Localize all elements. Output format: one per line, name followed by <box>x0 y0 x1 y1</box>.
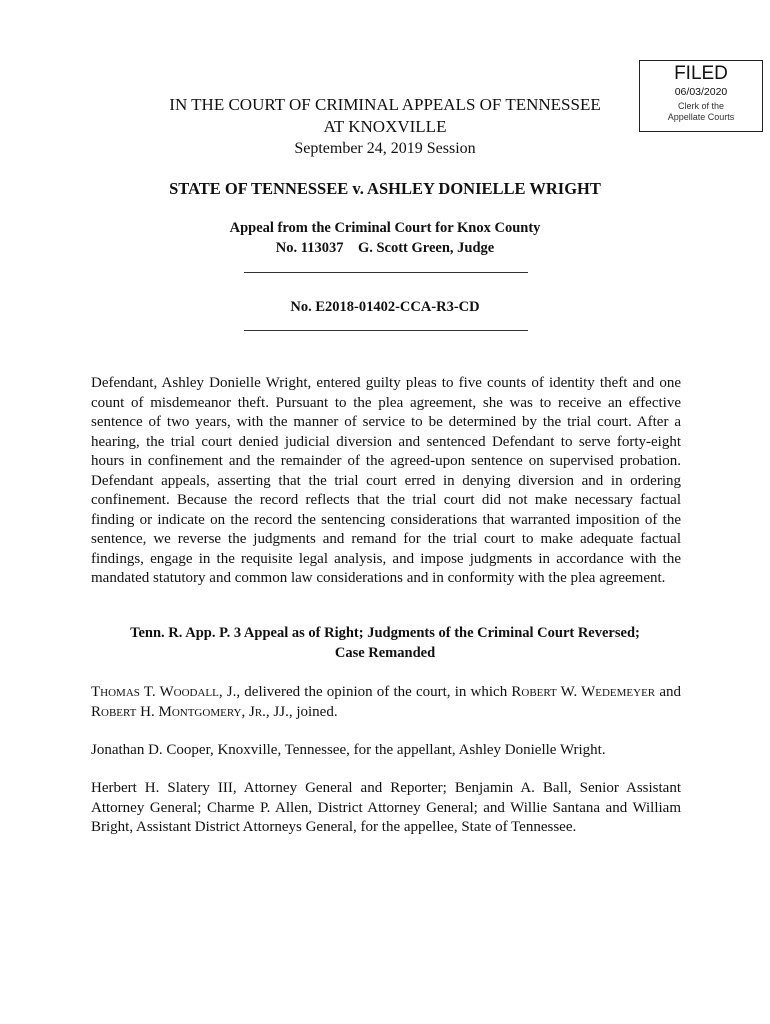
court-name: IN THE COURT OF CRIMINAL APPEALS OF TENNESSEE <box>169 95 601 114</box>
appeal-info <box>80 218 690 258</box>
opinion-authorship <box>91 683 681 722</box>
case-summary: Defendant, Ashley Donielle Wright, entered guilty pleas to five counts of identity theft and one count of misdemeanor theft. Pursuant to the plea agreement, she was to receive an effective sentence of two years, with the manner of service to be determined by the trial court. After a hearing, the trial court denied judicial diversion and sentenced Defendant to serve forty-eight hours in confinement and the remainder of the agreed-upon sentence on supervised probation. Defendant appeals, asserting that the trial court erred in denying diversion and in ordering confinement. Because the record reflects that the trial court did not make necessary factual finding or indicate on the record the sentencing considerations that warranted imposition of the sentence, we reverse the judgments and remand for the trial court to make adequate factual findings, engage in the requisite legal analysis, and impose judgments in accordance with the mandated statutory and common law considerations and in conformity with the plea agreement. <box>91 375 681 586</box>
author-suffix: , J., delivered the opinion of the court, in which <box>218 684 512 700</box>
holding <box>80 623 690 663</box>
case-title: STATE OF TENNESSEE v. ASHLEY DONIELLE WRIGHT <box>169 179 601 198</box>
session-date: September 24, 2019 Session <box>294 140 476 157</box>
counsel-appellee: Herbert H. Slatery III, Attorney General and Reporter; Benjamin A. Ball, Senior Assistant Attorney General; Charme P. Allen, District Attorney General; and Willie Santana and William Bright, Assistant District Attorneys General, for the appellee, State of Tennessee. <box>91 780 681 835</box>
opinion-ending: , JJ., joined. <box>265 703 338 720</box>
court-location: AT KNOXVILLE <box>323 117 447 136</box>
stamp-date: 06/03/2020 <box>674 86 728 98</box>
author-name: Thomas T. Woodall <box>91 684 219 700</box>
holding-line1: Tenn. R. App. P. 3 Appeal as of Right; Judgments of the Criminal Court Reversed; <box>130 625 640 641</box>
joining-and: and <box>655 684 681 700</box>
stamp-filed: FILED <box>674 63 728 84</box>
divider-bottom <box>244 330 528 331</box>
counsel-appellant: Jonathan D. Cooper, Knoxville, Tennessee, for the appellant, Ashley Donielle Wright. <box>91 742 606 758</box>
appeal-trial-number-judge: No. 113037 G. Scott Green, Judge <box>275 240 495 256</box>
stamp-clerk-line1: Clerk of the <box>677 101 725 111</box>
joining-judge-2: Robert H. Montgomery, Jr. <box>91 703 266 720</box>
stamp-clerk-line2: Appellate Courts <box>667 112 735 122</box>
docket-number: No. E2018-01402-CCA-R3-CD <box>290 299 480 315</box>
joining-judge-1: Robert W. Wedemeyer <box>511 684 656 700</box>
appeal-court: Appeal from the Criminal Court for Knox County <box>229 220 541 236</box>
divider-top <box>244 272 528 273</box>
holding-line2: Case Remanded <box>334 645 436 661</box>
court-header <box>100 94 670 138</box>
